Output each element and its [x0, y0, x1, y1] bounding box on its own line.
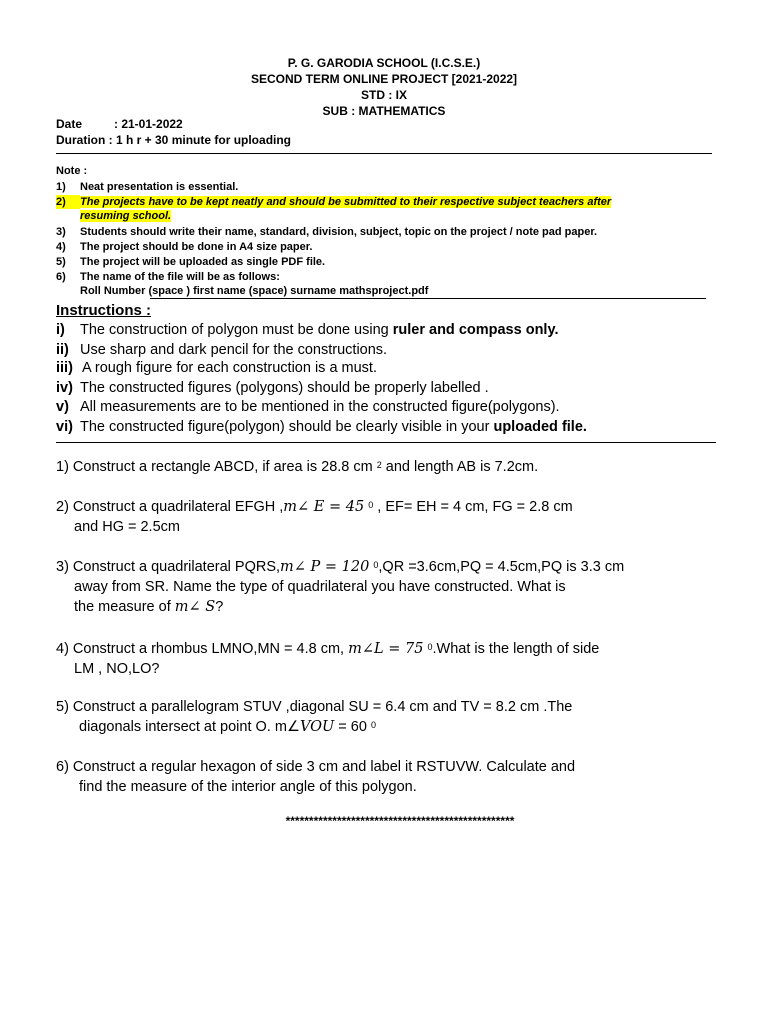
note-text: The project should be done in A4 size paper.: [80, 241, 313, 253]
date-value: : 21-01-2022: [114, 117, 183, 131]
math-expression: m∠ P = 120: [280, 559, 370, 575]
question-text: 3) Construct a quadrilateral PQRS,: [56, 559, 281, 575]
question-text: ?: [215, 599, 224, 615]
question-text: .What is the length of side: [432, 641, 600, 657]
note-text: Neat presentation is essential.: [80, 181, 239, 193]
instruction-number: vi): [56, 419, 73, 435]
question-5: [56, 697, 746, 737]
instruction-text: A rough figure for each construction is a must.: [82, 360, 377, 376]
note-text: [80, 270, 710, 298]
date-label: Date: [56, 117, 83, 131]
question-text-line2: and HG = 2.5cm: [74, 519, 180, 535]
math-expression: m∠L = 75: [348, 641, 424, 657]
question-text: 2) Construct a quadrilateral EFGH ,: [56, 499, 284, 515]
instruction-item: [56, 419, 736, 435]
superscript: 0: [368, 500, 374, 510]
divider-instructions: [56, 442, 716, 443]
instruction-text: Use sharp and dark pencil for the constructions.: [80, 342, 388, 358]
end-stars: *************************************************: [285, 814, 515, 828]
math-expression: m∠ S: [174, 599, 216, 615]
note-item-highlighted: [56, 195, 706, 225]
instruction-number: ii): [56, 342, 69, 358]
question-text-line2: LM , NO,LO?: [74, 661, 160, 677]
note-text: [80, 195, 710, 223]
note-number: 2): [56, 195, 80, 209]
subject: SUB : MATHEMATICS: [322, 104, 446, 118]
instruction-number: i): [56, 322, 65, 338]
question-3: [56, 557, 746, 617]
note-number: 1): [56, 181, 66, 193]
file-name-format: Roll Number (space ) first name (space) surname mathsproject.pdf: [80, 285, 429, 297]
superscript: 0: [427, 642, 433, 652]
instruction-number: iii): [56, 360, 73, 376]
question-text-line2: [56, 719, 376, 735]
question-text: and length AB is 7.2cm.: [381, 459, 539, 475]
instruction-text: All measurements are to be mentioned in the constructed figure(polygons).: [80, 399, 560, 415]
instruction-text-plain: The constructed figure(polygon) should be clearly visible in your: [80, 419, 494, 435]
math-expression: m∠ E = 45: [283, 499, 365, 515]
instruction-item: [56, 360, 736, 376]
project-title: SECOND TERM ONLINE PROJECT [2021-2022]: [250, 72, 518, 86]
instructions-title: Instructions :: [56, 302, 152, 319]
instruction-text-bold: ruler and compass only.: [392, 322, 559, 338]
question-text: 5) Construct a parallelogram STUV ,diagonal SU = 6.4 cm and TV = 8.2 cm .The: [56, 699, 573, 715]
note-text: The project will be uploaded as single PDF file.: [80, 256, 326, 268]
note-number: 4): [56, 241, 66, 253]
duration: Duration : 1 h r + 30 minute for uploading: [56, 133, 292, 147]
question-text: 4) Construct a rhombus LMNO,MN = 4.8 cm,: [56, 641, 349, 657]
question-1: [56, 457, 746, 477]
divider-top: [56, 153, 712, 154]
question-text-line2: find the measure of the interior angle of this polygon.: [79, 779, 417, 795]
instruction-text-bold: uploaded file.: [493, 419, 587, 435]
school-name: P. G. GARODIA SCHOOL (I.C.S.E.): [287, 56, 481, 70]
instruction-text: [80, 419, 587, 435]
instruction-text-plain: The construction of polygon must be done using: [80, 322, 393, 338]
note-text-line2: resuming school.: [80, 210, 172, 222]
superscript: 0: [370, 720, 376, 730]
question-text: ,QR =3.6cm,PQ = 4.5cm,PQ is 3.3 cm: [378, 559, 625, 575]
question-6: [56, 757, 746, 797]
question-text: = 60: [334, 719, 371, 735]
note-text-line1: The projects have to be kept neatly and should be submitted to their respective subject teachers after: [80, 196, 612, 208]
instruction-text: [80, 322, 558, 338]
superscript: 2: [376, 460, 382, 470]
math-expression: VOU: [299, 719, 335, 735]
instruction-number: v): [56, 399, 69, 415]
note-number: 5): [56, 256, 66, 268]
instruction-number: iv): [56, 380, 73, 396]
question-text: diagonals intersect at point O. m∠: [79, 719, 300, 735]
instruction-item: [56, 342, 736, 358]
note-text-line1: The name of the file will be as follows:: [80, 271, 280, 283]
note-text: Students should write their name, standard, division, subject, topic on the project / note pad paper.: [80, 226, 598, 238]
note-number: 6): [56, 271, 66, 283]
question-text: 1) Construct a rectangle ABCD, if area is 28.8 cm: [56, 459, 377, 475]
question-text-line2: away from SR. Name the type of quadrilateral you have constructed. What is: [74, 579, 566, 595]
question-text: the measure of: [74, 599, 175, 615]
date-row: [56, 117, 183, 131]
superscript: 0: [373, 560, 379, 570]
note-title: Note :: [56, 165, 88, 177]
note-number: 3): [56, 226, 66, 238]
instruction-item: [56, 399, 736, 415]
instruction-item: [56, 380, 736, 396]
divider-notes: [150, 298, 706, 299]
question-text: 6) Construct a regular hexagon of side 3 cm and label it RSTUVW. Calculate and: [56, 759, 576, 775]
question-text-line3: [56, 599, 223, 615]
instruction-text: The constructed figures (polygons) should be properly labelled .: [80, 380, 489, 396]
standard: STD : IX: [360, 88, 407, 102]
question-4: [56, 639, 746, 679]
instruction-item: [56, 322, 736, 338]
question-2: [56, 497, 746, 537]
note-item: [56, 270, 706, 300]
question-text: , EF= EH = 4 cm, FG = 2.8 cm: [373, 499, 573, 515]
